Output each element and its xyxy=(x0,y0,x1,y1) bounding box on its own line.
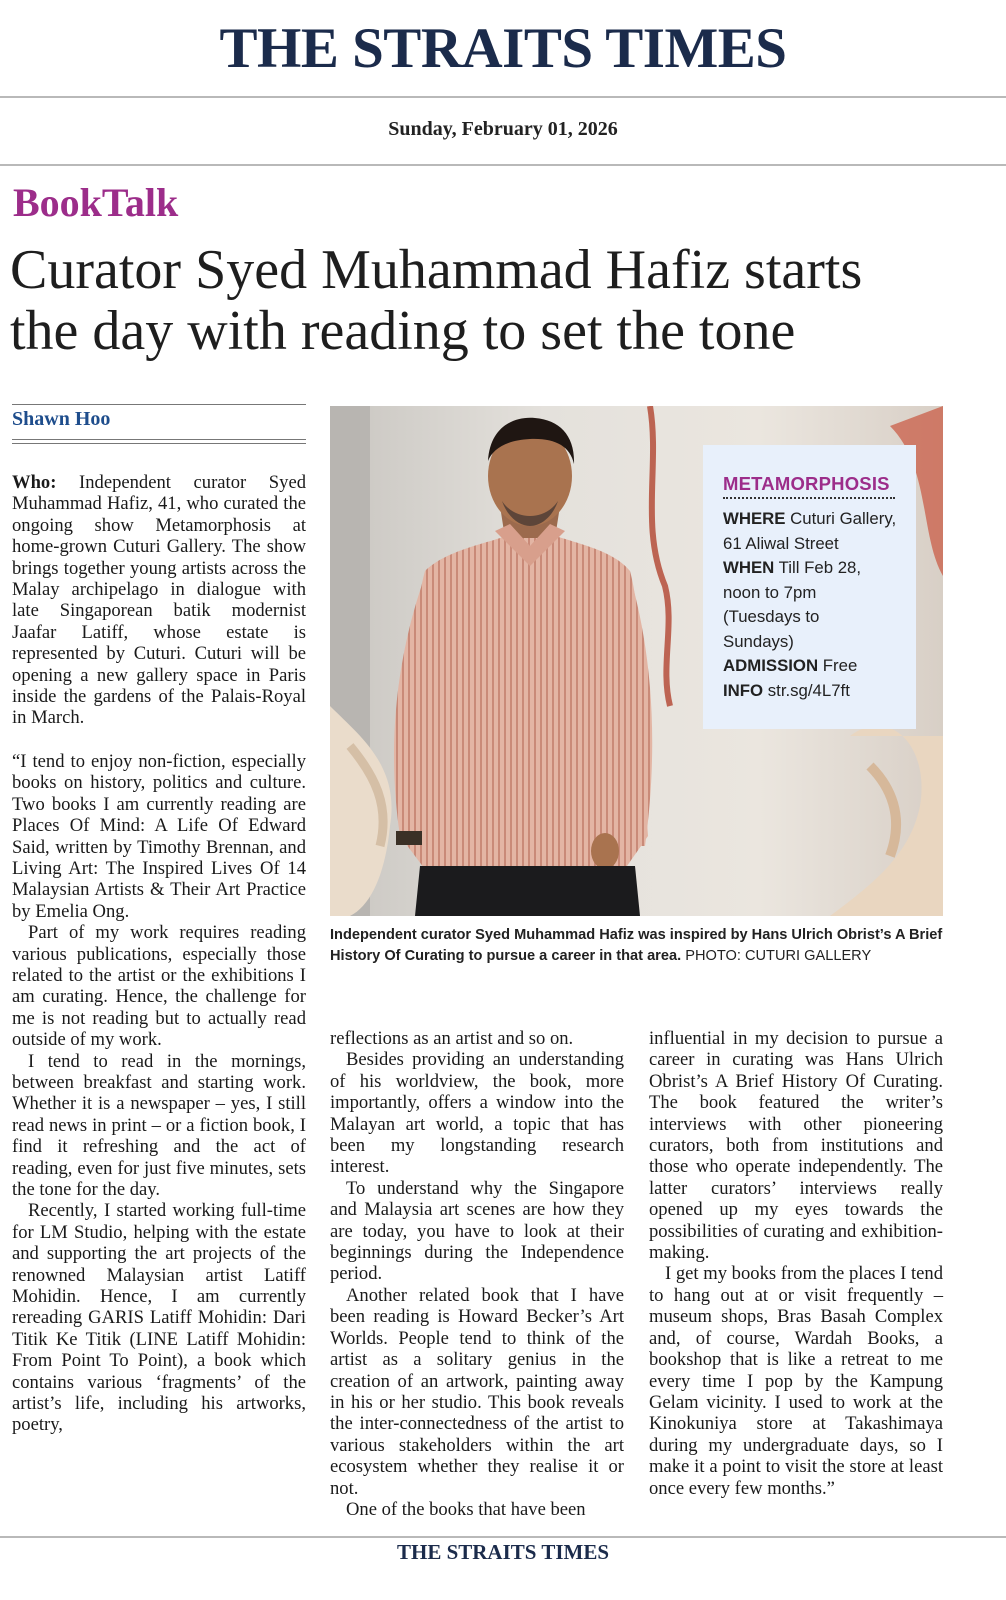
photo-caption xyxy=(330,925,950,967)
article-paragraph: To understand why the Singapore and Malaysia art scenes are how they are today, you have to look at their beginnings during the Independence period. xyxy=(330,1177,624,1285)
article-paragraph: Another related book that I have been reading is Howard Becker’s Art Worlds. People tend to think of the artist as a solitary genius in the creation of an artwork, painting away in his or her studio. This book reveals the inter-connectedness of the artist to various stakeholders within the art ecosystem whether they realise it or not. xyxy=(330,1284,624,1499)
article-paragraph: reflections as an artist and so on. xyxy=(330,1028,574,1049)
article-paragraph: Besides providing an understanding of his worldview, the book, more importantly, offers a window into the Malayan art world, a topic that has been my longstanding research interest. xyxy=(330,1049,624,1178)
info-where-label: WHERE xyxy=(723,509,786,528)
info-when-line-3: (Tuesdays to xyxy=(723,607,820,626)
byline-rule-bottom-1 xyxy=(12,439,306,440)
info-admission-value: Free xyxy=(822,656,858,675)
headline-line-1: Curator Syed Muhammad Hafiz starts xyxy=(10,239,863,301)
footer-masthead: THE STRAITS TIMES xyxy=(396,1540,610,1564)
article-paragraph: I get my books from the places I tend to hang out at or visit frequently – museum shops, Bras Basah Complex and, of course, Wardah Books, a bookshop that is like a retreat to me every time I pop by the Kampung Gelam vicinity. I used to work at the Kinokuniya store at Takashimaya during my undergraduate days, so I make it a point to visit the store at least once every few months.” xyxy=(649,1263,943,1499)
who-text: Independent curator Syed Muhammad Hafiz, 41, who curated the ongoing show Metamorphosis at home-grown Cuturi Gallery. The show brings together young artists across the Malay archipelago in dialogue with late Singaporean batik modernist Jaafar Latiff, whose estate is represented by Cuturi. Cuturi will be opening a new gallery space in Paris inside the gardens of the Palais-Royal in March. xyxy=(12,472,306,729)
masthead-title: THE STRAITS TIMES xyxy=(219,17,787,80)
info-where-line-2: 61 Aliwal Street xyxy=(723,533,839,553)
who-label: Who: xyxy=(12,472,57,493)
byline-rule-top xyxy=(12,404,306,405)
info-when-line-2: noon to 7pm xyxy=(723,582,817,602)
info-where-value: Cuturi Gallery, xyxy=(790,509,897,528)
who-paragraph xyxy=(12,472,306,729)
article-paragraph: “I tend to enjoy non-fiction, especially books on history, politics and culture. Two books I am currently reading are Places Of Mind: A Life Of Edward Said, written by Timothy Brennan, and Living Art: The Inspired Lives Of 14 Malaysian Artists & Their Art Practice by Emelia Ong. xyxy=(12,750,306,922)
info-box-title: METAMORPHOSIS xyxy=(723,473,890,494)
info-when-line-4: Sundays) xyxy=(723,631,794,651)
article-paragraph: I tend to read in the mornings, between breakfast and starting work. Whether it is a newspaper – yes, I still read news in print – or a fiction book, I find it refreshing and the act of reading, even for just five minutes, sets the tone for the day. xyxy=(12,1050,306,1200)
info-when xyxy=(723,556,916,581)
byline[interactable]: Shawn Hoo xyxy=(12,408,111,430)
dateline-rule xyxy=(0,164,1006,166)
info-box-body xyxy=(723,507,916,703)
section-kicker: BookTalk xyxy=(13,180,179,225)
info-where xyxy=(723,507,916,532)
article-paragraph: Recently, I started working full-time for LM Studio, helping with the estate and supporting the art projects of the renowned Malaysian artist Latiff Mohidin. Hence, I am currently rereading GARIS Latiff Mohidin: Dari Titik Ke Titik (LINE Latiff Mohidin: From Point To Point), a book which contains various ‘fragments’ of the artist’s life, including his artworks, poetry, xyxy=(12,1200,306,1436)
article-paragraph: Part of my work requires reading various publications, especially those related to the artist or the exhibitions I am curating. Hence, the challenge for me is not reading but to actually read outside of my work. xyxy=(12,922,306,1051)
info-admission-label: ADMISSION xyxy=(723,656,819,675)
info-info xyxy=(723,679,916,704)
masthead xyxy=(0,0,1006,96)
article-column-1 xyxy=(12,472,306,1436)
byline-rule-bottom-2 xyxy=(12,443,306,444)
info-link[interactable]: str.sg/4L7ft xyxy=(767,680,850,700)
article-column-2 xyxy=(330,1028,624,1520)
info-when-value: Till Feb 28, xyxy=(778,558,862,577)
info-info-label: INFO xyxy=(723,680,764,700)
event-info-box xyxy=(703,445,916,729)
info-box-dotted-rule xyxy=(723,497,895,503)
info-when-label: WHEN xyxy=(723,558,775,577)
article-paragraph-continued: influential in my decision to pursue a career in curating was Hans Ulrich Obrist’s A Brief History Of Curating. The book featured the writer’s interviews with other pioneering curators, both from institutions and those who operate independently. The latter curators’ interviews really opened up my eyes towards the possibilities of curating and exhibition-making. xyxy=(649,1028,943,1264)
caption-text: Independent curator Syed Muhammad Hafiz was inspired by Hans Ulrich Obrist’s A Brief History Of Curating to pursue a career in that area. xyxy=(330,927,943,964)
info-admission xyxy=(723,654,916,679)
footer-rule xyxy=(0,1536,1006,1538)
masthead-rule xyxy=(0,96,1006,98)
dateline: Sunday, February 01, 2026 xyxy=(388,118,618,140)
photo-credit: PHOTO: CUTURI GALLERY xyxy=(685,948,872,964)
article-paragraph-split: One of the books that have been xyxy=(346,1498,586,1520)
headline-line-2: the day with reading to set the tone xyxy=(10,300,796,362)
headline xyxy=(10,240,1000,362)
article-column-3 xyxy=(649,1028,943,1499)
